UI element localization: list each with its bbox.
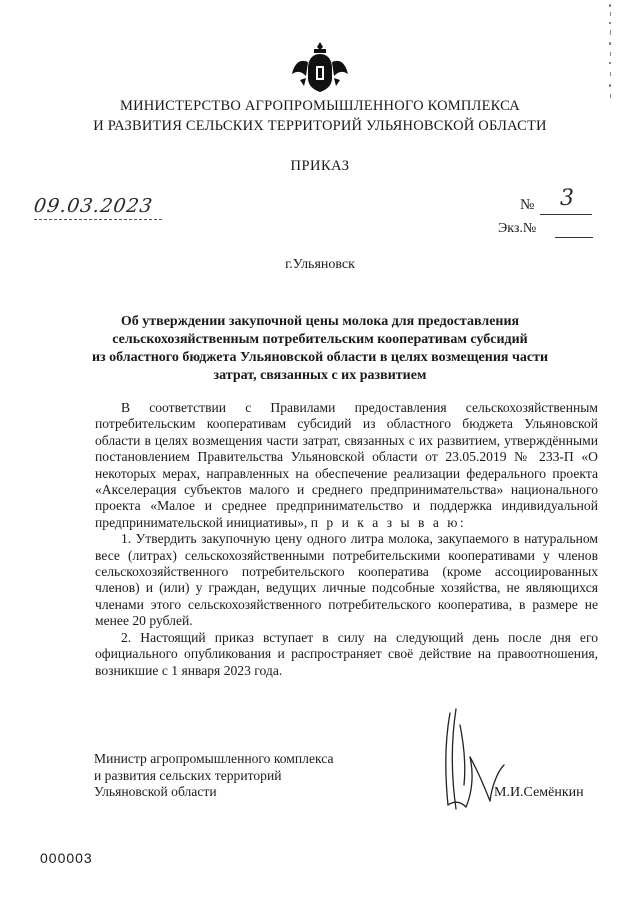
position-line-1: Министр агропромышленного комплекса (94, 751, 334, 766)
preamble-text: В соответствии с Правилами предоставления сельскохозяйственным потребительским кооперативам субсидий из областного бюджета Ульяновской области в целях возмещения части затрат, связанных с их развитием, утверждёнными постановлением Правительства Ульяновской области от 23.05.2019 № 233-П «О некоторых мерах, направленных на обеспечение реализации федерального проекта «Акселерация субъектов малого и среднего предпринимательства» национального проекта «Малое и среднее предпринимательство и поддержка индивидуальной предпринимательской инициативы», (95, 400, 598, 530)
city: г.Ульяновск (285, 257, 355, 272)
copy-number-underline (555, 237, 593, 238)
handwritten-date: 09.03.2023 (32, 195, 155, 217)
signatory-position (94, 751, 334, 801)
preamble-paragraph (95, 400, 598, 531)
position-line-2: и развития сельских территорий (94, 767, 282, 783)
copy-number-label: Экз.№ (498, 221, 537, 236)
subject-line-3: из областного бюджета Ульяновской области в целях возмещения части (91, 350, 549, 365)
ministry-name (60, 96, 580, 136)
order-body (95, 400, 598, 679)
number-underline (540, 214, 592, 215)
position-line-3: Ульяновской области (94, 784, 217, 799)
order-title: ПРИКАЗ (290, 158, 350, 174)
order-subject (80, 313, 560, 385)
order-item-1: 1. Утвердить закупочную цену одного литра молока, закупаемого в натуральном весе (литрах) сельскохозяйственными потребительскими кооперативами у членов сельскохозяйственного потребительского кооператива (кроме ассоциированных членов) и (или) у граждан, ведущих личные подсобные хозяйства, не являющихся членами этого сельскохозяйственного потребительского кооператива, в размере не менее 20 рублей. (95, 531, 598, 629)
subject-line-4: затрат, связанных с их развитием (213, 368, 427, 383)
subject-line-1: Об утверждении закупочной цены молока для предоставления (120, 314, 520, 329)
order-number: 3 (560, 186, 574, 211)
date-underline (34, 219, 162, 220)
order-item-2: 2. Настоящий приказ вступает в силу на следующий день после дня его официального опубликования и распространяет своё действие на правоотношения, возникшие с 1 января 2023 года. (95, 629, 598, 678)
number-label: № (520, 197, 535, 213)
subject-line-2: сельскохозяйственным потребительским кооперативам субсидий (112, 332, 528, 347)
ministry-line-1: МИНИСТЕРСТВО АГРОПРОМЫШЛЕННОГО КОМПЛЕКСА (120, 98, 520, 114)
ministry-line-2: И РАЗВИТИЯ СЕЛЬСКИХ ТЕРРИТОРИЙ УЛЬЯНОВСКОЙ ОБЛАСТИ (93, 118, 547, 134)
order-word: п р и к а з ы в а ю: (310, 514, 467, 530)
document-code: 000003 (40, 850, 93, 866)
signatory-name: М.И.Семёнкин (494, 785, 584, 800)
scan-edge-marks (600, 0, 620, 110)
coat-of-arms-icon (290, 40, 350, 94)
